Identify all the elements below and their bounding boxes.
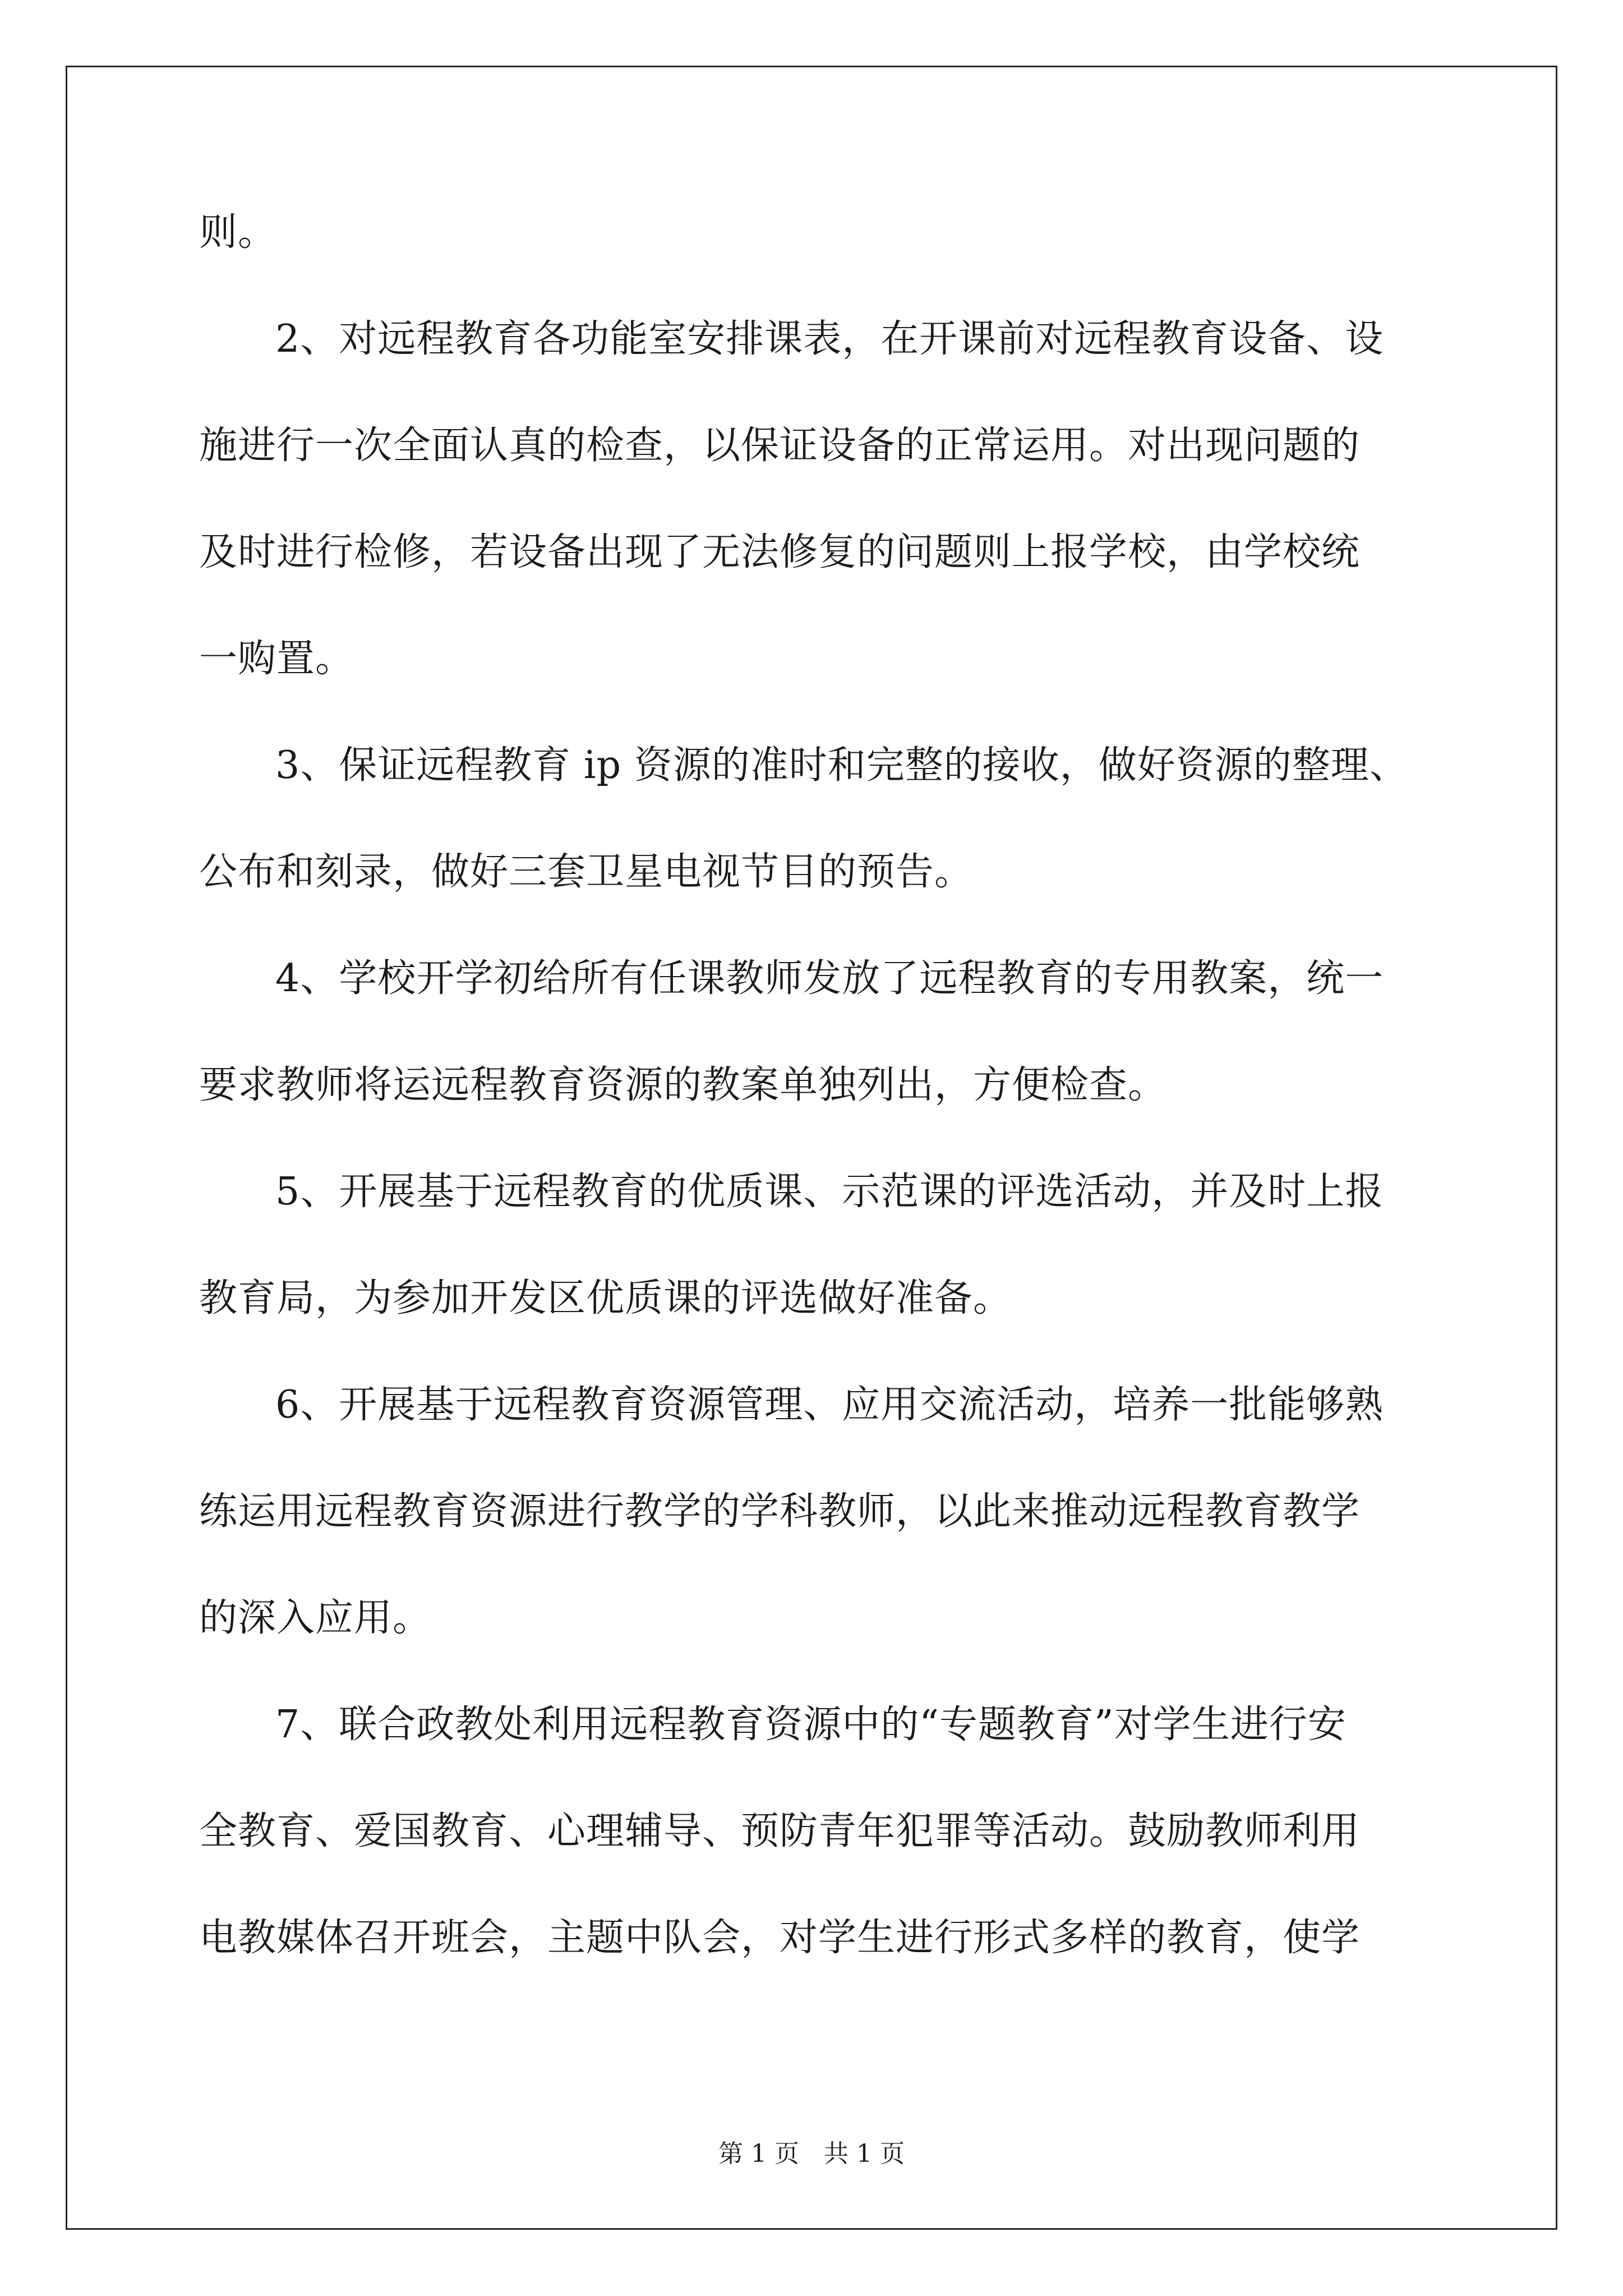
text-line: 公布和刻录，做好三套卫星电视节目的预告。 <box>199 850 974 894</box>
text-line: 要求教师将运远程教育资源的教案单独列出，方便检查。 <box>199 1063 1167 1107</box>
text-line: 3、保证远程教育 ip 资源的准时和完整的接收，做好资源的整理、 <box>275 743 1408 788</box>
text-line: 的深入应用。 <box>199 1596 432 1640</box>
page-border <box>66 66 1557 2230</box>
text-line: 电教媒体召开班会，主题中队会，对学生进行形式多样的教育，使学 <box>199 1916 1361 1960</box>
text-line: 2、对远程教育各功能室安排课表，在开课前对远程教育设备、设 <box>275 317 1384 361</box>
text-line: 练运用远程教育资源进行教学的学科教师，以此来推动远程教育教学 <box>199 1489 1361 1534</box>
text-line: 及时进行检修，若设备出现了无法修复的问题则上报学校，由学校统 <box>199 530 1361 574</box>
text-line: 7、联合政教处利用远程教育资源中的“专题教育”对学生进行安 <box>275 1703 1347 1747</box>
text-line: 教育局，为参加开发区优质课的评选做好准备。 <box>199 1276 1012 1320</box>
text-line: 5、开展基于远程教育的优质课、示范课的评选活动，并及时上报 <box>275 1170 1384 1214</box>
text-line: 施进行一次全面认真的检查，以保证设备的正常运用。对出现问题的 <box>199 424 1361 468</box>
text-line: 全教育、爱国教育、心理辅导、预防青年犯罪等活动。鼓励教师利用 <box>199 1809 1361 1853</box>
text-line: 4、学校开学初给所有任课教师发放了远程教育的专用教案，统一 <box>275 956 1384 1001</box>
text-line: 一购置。 <box>199 637 354 681</box>
text-line: 则。 <box>199 210 277 255</box>
page-number: 第 1 页 共 1 页 <box>718 2139 905 2168</box>
text-line: 6、开展基于远程教育资源管理、应用交流活动，培养一批能够熟 <box>275 1383 1384 1427</box>
